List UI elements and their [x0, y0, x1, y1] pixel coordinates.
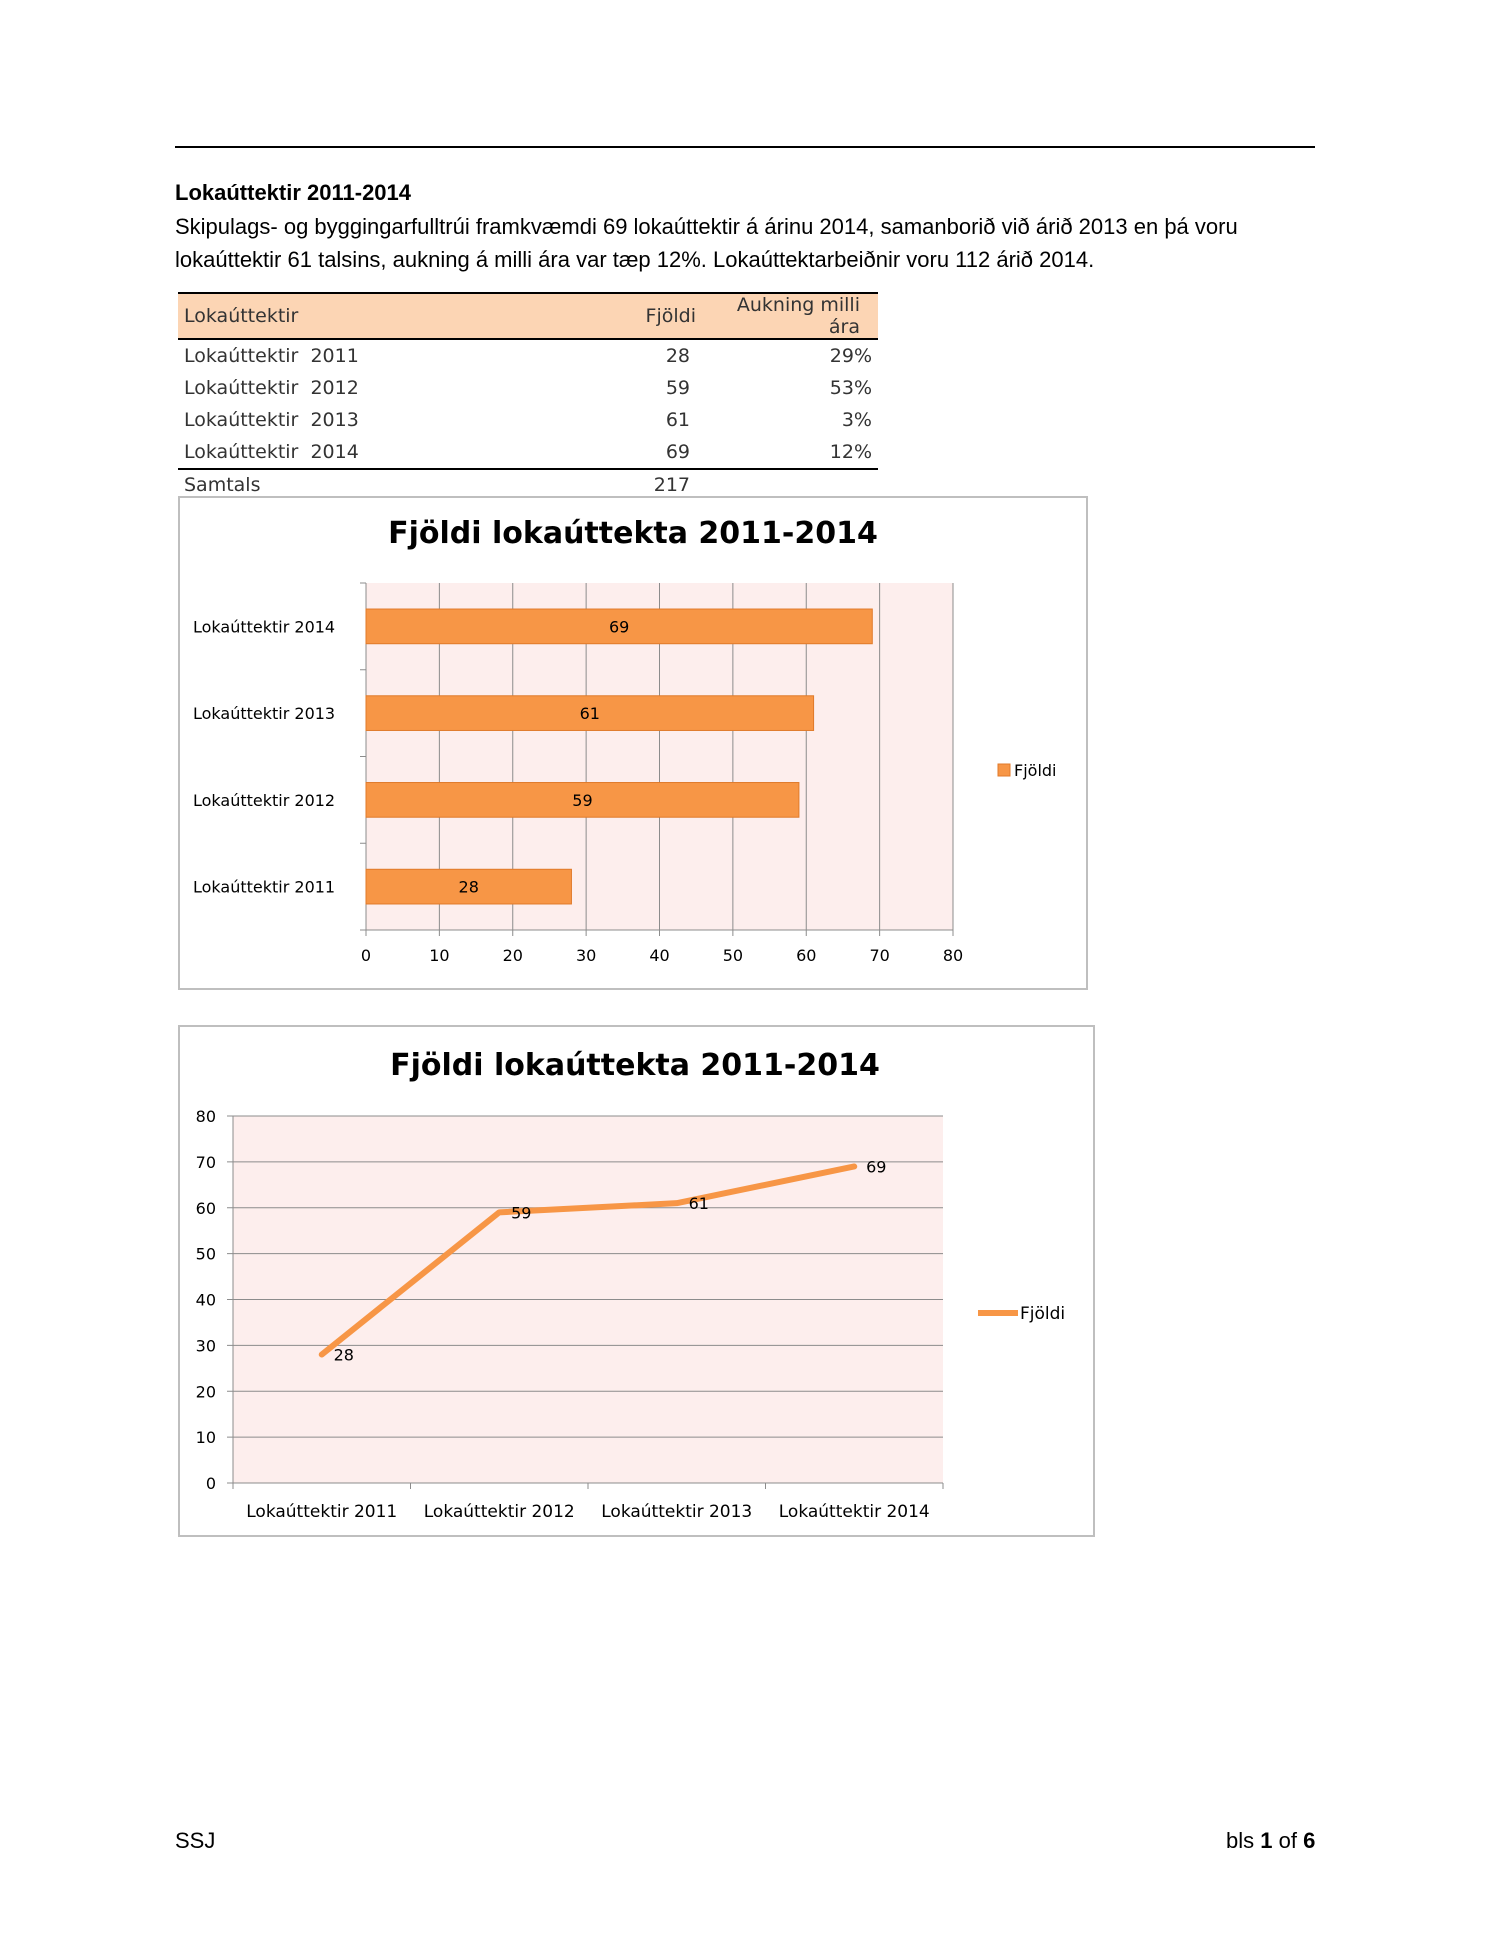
y-tick-label: 20 — [195, 1382, 216, 1402]
y-tick-label: 80 — [195, 1107, 216, 1126]
row-label: Lokaúttektir 2011 — [184, 345, 359, 367]
row-label: Lokaúttektir 2013 — [184, 409, 359, 431]
x-category-label: Lokaúttektir 2013 — [601, 1502, 753, 1522]
y-tick-label: 30 — [195, 1336, 216, 1356]
y-category-label: Lokaúttektir 2011 — [193, 877, 336, 897]
footer-page-prefix: bls — [1226, 1828, 1255, 1853]
x-category-label: Lokaúttektir 2012 — [423, 1502, 575, 1522]
point-value-label: 69 — [866, 1157, 887, 1177]
legend-swatch — [998, 764, 1010, 776]
stats-table — [178, 292, 878, 502]
y-tick-label: 0 — [205, 1474, 216, 1493]
x-tick-label: 0 — [360, 946, 372, 965]
row-label: Lokaúttektir 2014 — [184, 441, 359, 463]
chart-title: Fjöldi lokaúttekta 2011-2014 — [390, 1048, 880, 1083]
bar-chart — [180, 498, 1086, 988]
footer-author: SSJ — [175, 1828, 216, 1853]
point-value-label: 61 — [688, 1194, 709, 1214]
bar-value-label: 59 — [572, 790, 593, 810]
point-value-label: 28 — [333, 1345, 354, 1365]
row-count: 61 — [665, 409, 690, 431]
legend-label: Fjöldi — [1020, 1304, 1066, 1324]
table-row — [178, 339, 878, 372]
bar-value-label: 69 — [608, 617, 630, 637]
y-tick-label: 40 — [195, 1290, 216, 1310]
row-increase: 3% — [841, 409, 872, 431]
row-count: 59 — [665, 377, 690, 399]
footer-page-current: 1 — [1260, 1828, 1273, 1853]
row-increase: 53% — [829, 377, 872, 399]
row-count: 28 — [665, 345, 690, 367]
bar-value-label: 28 — [458, 877, 479, 897]
table-row — [178, 372, 878, 404]
row-label: Lokaúttektir 2012 — [184, 377, 359, 399]
col-header-label: Lokaúttektir — [178, 293, 550, 339]
footer-page-total: 6 — [1303, 1828, 1316, 1853]
y-tick-label: 60 — [195, 1198, 216, 1218]
x-tick-label: 70 — [869, 946, 890, 965]
x-category-label: Lokaúttektir 2014 — [778, 1502, 930, 1522]
col-header-count-text: Fjöldi — [645, 305, 696, 327]
row-increase: 12% — [829, 441, 872, 463]
x-tick-label: 50 — [722, 946, 744, 965]
y-category-label: Lokaúttektir 2012 — [193, 790, 336, 810]
point-value-label: 59 — [511, 1203, 532, 1223]
table-row — [178, 404, 878, 436]
section-paragraph: Skipulags- og byggingarfulltrúi framkvæmdi 69 lokaúttektir á árinu 2014, samanborið við árið 2013 en þá voru lokaúttektir 61 talsins, aukning á milli ára var tæp 12%. Lokaúttektarbeiðnir voru 112 árið 2014. — [175, 214, 1238, 272]
x-tick-label: 60 — [796, 946, 817, 965]
x-tick-label: 30 — [575, 946, 597, 965]
line-chart-frame — [178, 1025, 1095, 1537]
row-count: 69 — [665, 441, 690, 463]
total-label: Samtals — [178, 469, 550, 501]
x-tick-label: 80 — [942, 946, 964, 965]
bar-chart-frame — [178, 496, 1088, 990]
footer-page-number — [1226, 1828, 1315, 1854]
total-count: 217 — [550, 469, 696, 501]
x-tick-label: 20 — [502, 946, 523, 965]
line-chart — [180, 1027, 1093, 1535]
table-row — [178, 436, 878, 469]
x-tick-label: 10 — [429, 946, 450, 965]
y-category-label: Lokaúttektir 2014 — [193, 617, 336, 637]
y-category-label: Lokaúttektir 2013 — [193, 704, 336, 724]
row-increase: 29% — [829, 345, 872, 367]
col-header-count — [550, 293, 696, 339]
legend-label: Fjöldi — [1014, 761, 1057, 780]
section-heading: Lokaúttektir 2011-2014 — [175, 180, 412, 205]
footer-page-sep: of — [1278, 1828, 1297, 1853]
col-header-increase: Aukning milli ára — [696, 293, 878, 339]
chart-title: Fjöldi lokaúttekta 2011-2014 — [388, 516, 878, 551]
y-tick-label: 10 — [195, 1428, 216, 1448]
y-tick-label: 70 — [195, 1152, 216, 1172]
y-tick-label: 50 — [195, 1244, 216, 1264]
table-header-row — [178, 293, 878, 339]
bar-value-label: 61 — [579, 704, 600, 724]
x-tick-label: 40 — [649, 946, 670, 965]
header-rule — [175, 146, 1315, 148]
x-category-label: Lokaúttektir 2011 — [246, 1502, 398, 1522]
